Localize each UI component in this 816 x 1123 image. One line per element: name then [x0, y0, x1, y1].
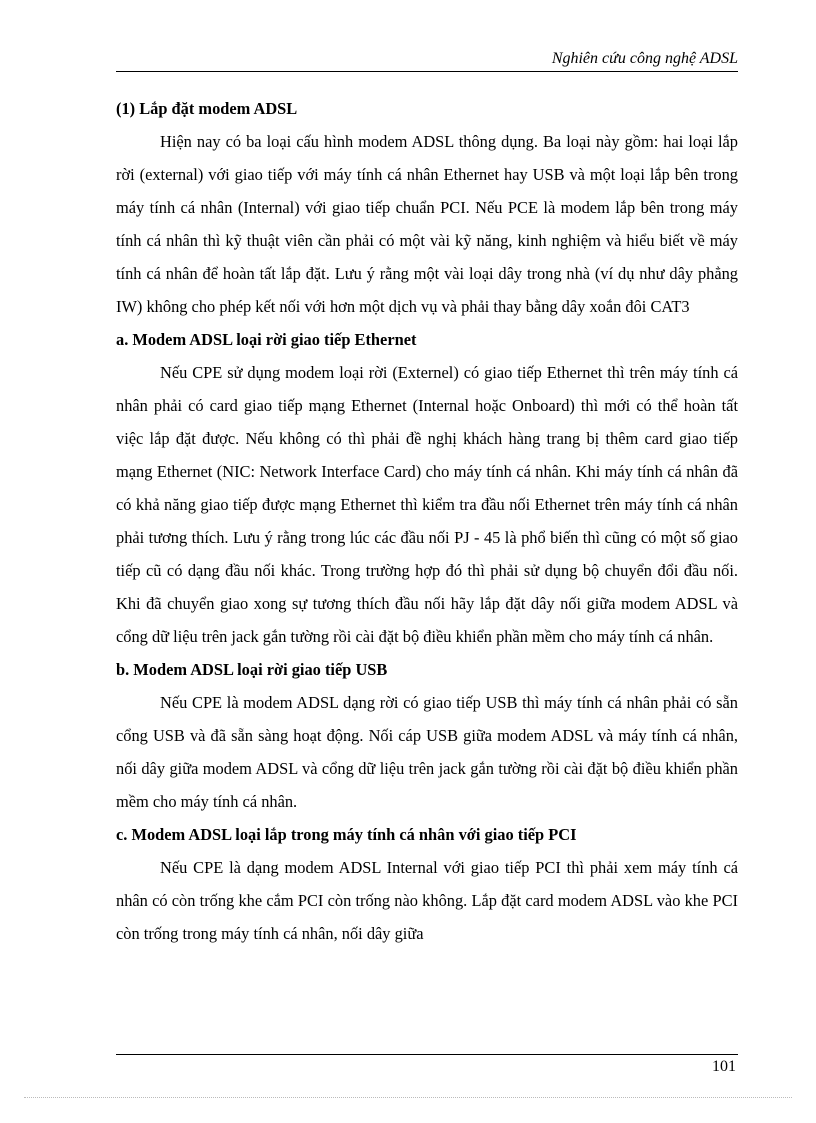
subsection-a-heading: a. Modem ADSL loại rời giao tiếp Ethernet	[116, 330, 417, 349]
header-rule	[116, 71, 738, 72]
page-content	[116, 92, 738, 950]
section-heading: (1) Lắp đặt modem ADSL	[116, 99, 298, 118]
running-header: Nghiên cứu công nghệ ADSL	[551, 50, 738, 67]
page-edge-divider	[24, 1097, 792, 1098]
subsection-c-paragraph: Nếu CPE là dạng modem ADSL Internal với giao tiếp PCI thì phải xem máy tính cá nhân có còn trống khe cắm PCI còn trống nào không. Lắp đặt card modem ADSL vào khe PCI còn trống trong máy tính cá nhân, nối dây giữa	[116, 858, 738, 943]
page-number: 101	[712, 1058, 736, 1075]
subsection-c-heading: c. Modem ADSL loại lắp trong máy tính cá nhân với giao tiếp PCI	[116, 825, 577, 844]
section-intro-paragraph: Hiện nay có ba loại cấu hình modem ADSL thông dụng. Ba loại này gồm: hai loại lắp rời (external) với giao tiếp với máy tính cá nhân Ethernet hay USB và một loại lắp bên trong máy tính cá nhân (Internal) với giao tiếp chuẩn PCI. Nếu PCE là modem lắp bên trong máy tính cá nhân thì kỹ thuật viên cần phải có một vài kỹ năng, kinh nghiệm và hiểu biết về máy tính cá nhân để hoàn tất lắp đặt. Lưu ý rằng một vài loại dây trong nhà (ví dụ như dây phẳng IW) không cho phép kết nối với hơn một dịch vụ và phải thay bằng dây xoắn đôi CAT3	[116, 132, 738, 316]
subsection-b-paragraph: Nếu CPE là modem ADSL dạng rời có giao tiếp USB thì máy tính cá nhân phải có sẵn cổng USB và đã sẵn sàng hoạt động. Nối cáp USB giữa modem ADSL và máy tính cá nhân, nối dây giữa modem ADSL và cổng dữ liệu trên jack gắn tường rồi cài đặt bộ điều khiển phần mềm cho máy tính cá nhân.	[116, 693, 738, 811]
footer-rule	[116, 1054, 738, 1055]
subsection-b-heading: b. Modem ADSL loại rời giao tiếp USB	[116, 660, 388, 679]
subsection-a-paragraph: Nếu CPE sử dụng modem loại rời (Externel) có giao tiếp Ethernet thì trên máy tính cá nhân phải có card giao tiếp mạng Ethernet (Internal hoặc Onboard) thì mới có thể hoàn tất việc lắp đặt được. Nếu không có thì phải đề nghị khách hàng trang bị thêm card giao tiếp mạng Ethernet (NIC: Network Interface Card) cho máy tính cá nhân. Khi máy tính cá nhân đã có khả năng giao tiếp được mạng Ethernet thì kiểm tra đầu nối Ethernet trên máy tính cá nhân phải tương thích. Lưu ý rằng trong lúc các đầu nối PJ - 45 là phổ biến thì cũng có một số giao tiếp cũ có dạng đầu nối khác. Trong trường hợp đó thì phải sử dụng bộ chuyển đổi đầu nối. Khi đã chuyển giao xong sự tương thích đầu nối hãy lắp đặt dây nối giữa modem ADSL và cổng dữ liệu trên jack gắn tường rồi cài đặt bộ điều khiển phần mềm cho máy tính cá nhân.	[116, 363, 738, 646]
